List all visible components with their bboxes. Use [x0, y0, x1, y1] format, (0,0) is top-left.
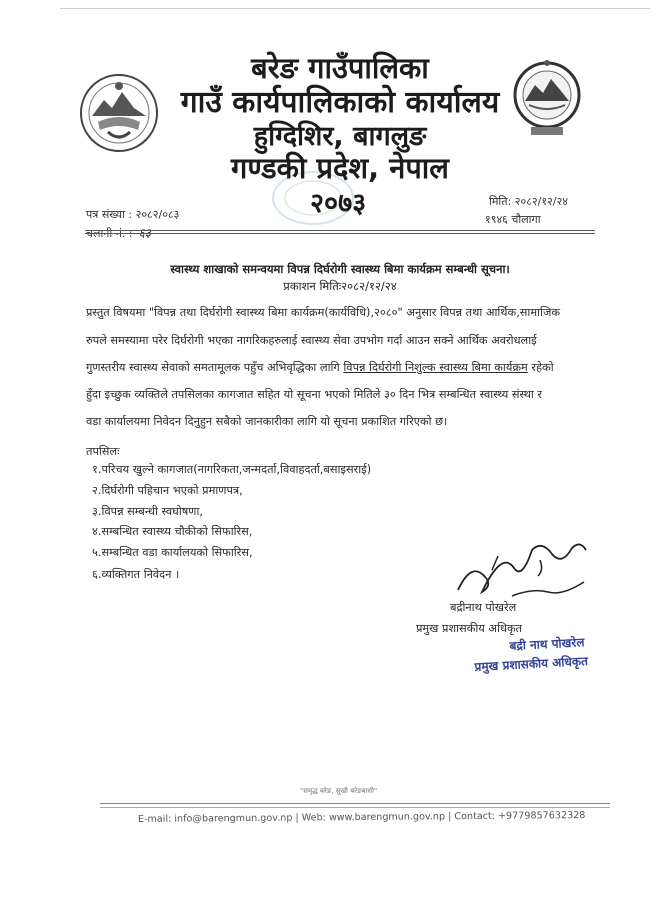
official-stamp — [473, 633, 588, 675]
body-line: प्रस्तुत विषयमा "विपन्न तथा दिर्घरोगी स्वास्थ्य बिमा कार्यक्रम(कार्यविधि),२०८०" अनुसार विपन्न तथा आर्थिक,सामाजिक — [86, 306, 561, 319]
letter-date: मिति: २०८२/१२/२४ — [489, 195, 568, 208]
body-line: हुँदा इच्छुक व्यक्तिले तपसिलका कागजात सहित यो सूचना भएको मितिले ३० दिन भित्र सम्बन्धित स्वास्थ्य संस्था र — [86, 388, 543, 401]
body-line: वडा कार्यालयमा निवेदन दिनुहुन सबैको जानकारीका लागि यो सूचना प्रकाशित गरिएको छ। — [86, 415, 448, 428]
header-divider-second — [85, 233, 595, 234]
office-name: गाउँ कार्यपालिकाको कार्यालय — [180, 85, 500, 120]
signer-name: बद्रीनाथ पोखरेल — [450, 601, 517, 614]
annex-item: ५.सम्बन्धित वडा कार्यालयको सिफारिस, — [92, 546, 253, 559]
body-line: रुपले समस्यामा परेर दिर्घरोगी भएका नागरिकहरुलाई स्वास्थ्य सेवा उपभोग गर्दा आउन सक्ने आर्थिक अवरोधलाई — [86, 334, 537, 347]
top-divider — [60, 8, 650, 9]
program-name: विपन्न दिर्घरोगी निशुल्क स्वास्थ्य बिमा कार्यक्रम — [343, 361, 528, 374]
dispatch-label: चलानी नं. : — [86, 227, 133, 240]
established-place: १९४६ चौलागा — [485, 213, 541, 226]
annex-item: ६.व्यक्तिगत निवेदन । — [92, 568, 180, 581]
established-year: २०७३ — [310, 188, 367, 219]
footer-contact: E-mail: info@barengmun.gov.np | Web: www.barengmun.gov.np | Contact: +9779857632328 — [137, 810, 586, 825]
office-address: हुग्दिशिर, बागलुङ — [253, 121, 427, 152]
notice-subject: स्वास्थ्य शाखाको समन्वयमा विपन्न दिर्घरोगी स्वास्थ्य बिमा कार्यक्रम सम्बन्धी सूचना। — [170, 262, 510, 276]
annex-item: ३.विपन्न सम्बन्धी स्वघोषणा, — [92, 505, 203, 518]
province-country: गण्डकी प्रदेश, नेपाल — [231, 151, 449, 185]
municipality-name: बरेङ गाउँपालिका — [251, 51, 429, 85]
signature-icon — [452, 520, 592, 610]
header-divider — [85, 230, 595, 231]
letter-number: पत्र संख्या : २०८२/०८३ — [86, 208, 180, 221]
footer-divider-second — [100, 807, 610, 808]
stamp-name: बद्री नाथ पोखरेल — [509, 635, 585, 654]
body-line — [86, 360, 554, 375]
annex-item: ४.सम्बन्धित स्वास्थ्य चौकीको सिफारिस, — [92, 525, 253, 538]
footer-motto: "समृद्ध बरेङ, सुखी बरेङबासी" — [300, 787, 378, 795]
footer-divider — [100, 803, 610, 804]
body-text: गुणस्तरीय स्वास्थ्य सेवाको समतामूलक पहुँच अभिवृद्धिका लागि — [86, 361, 344, 374]
annex-title: तपसिलः — [86, 445, 120, 458]
body-text: रहेको — [527, 361, 554, 374]
dispatch-value: ६३ — [138, 226, 152, 240]
signer-title: प्रमुख प्रशासकीय अधिकृत — [416, 622, 523, 635]
annex-item: २.दिर्घरोगी पहिचान भएको प्रमाणपत्र, — [92, 484, 243, 497]
publish-date: प्रकाशन मितिः२०८२/१२/२४ — [283, 279, 397, 293]
stamp-title: प्रमुख प्रशासकीय अधिकृत — [474, 654, 589, 674]
annex-item: १.परिचय खुल्ने कागजात(नागरिकता,जन्मदर्ता,विवाहदर्ता,बसाइसराई) — [92, 463, 372, 476]
